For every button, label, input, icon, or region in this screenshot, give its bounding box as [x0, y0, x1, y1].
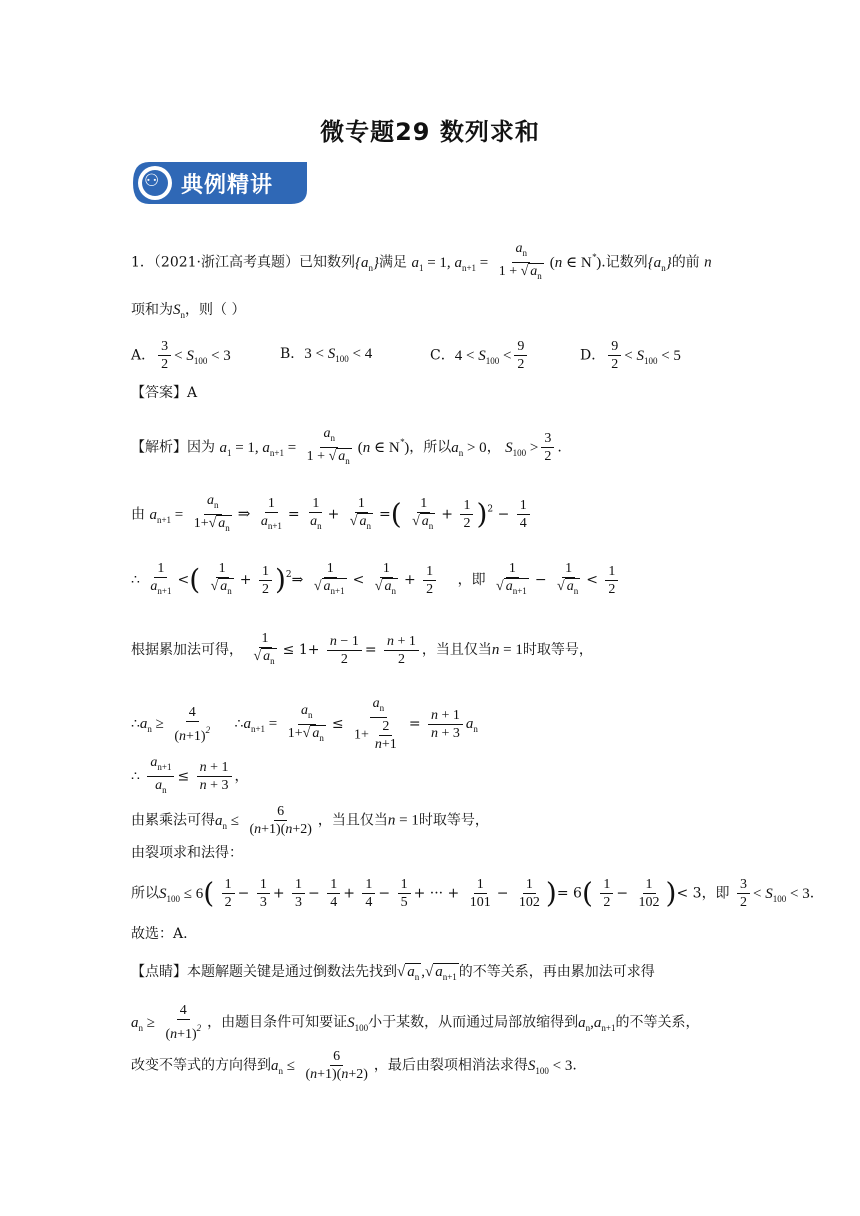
dianjing-label: 【点睛】	[131, 964, 187, 980]
analysis-line2: 由 $a_{n+1}$ = $\frac{a_n}{1+√ a_n}$ ⇒ $\frac{1}{a_{n+1}}$ = $\frac{1}{a_n}$ + $\frac{1}{√ a_n}$ =( $\frac{1}{√ a_n}$ + $\frac{1}{2}$ )$^2$ − $\frac{1}{4}$	[131, 492, 533, 537]
option-d: D． $\frac{9}{2}$ < $S_{100} < 5$	[580, 339, 681, 372]
analysis-line3: ∴ $\frac{1}{a_{n+1}}$ <( $\frac{1}{√ a_n}$ + $\frac{1}{2}$ )$^2$⇒ $\frac{1}{√ a_{n+1}}$ < $\frac{1}{√ a_n}$ + $\frac{1}{2}$ ，即 $\frac{1}{√ a_{n+1}}$ − $\frac{1}{√ a_n}$ < $\frac{1}{2}$	[131, 560, 621, 600]
analysis-line9: 所以$S_{100} \le 6$( $\frac{1}{2}$ − $\frac{1}{3}$ + $\frac{1}{3}$ − $\frac{1}{4}$ + $\frac{1}{4}$ − $\frac{1}{5}$ + ··· + $\frac{1}{101}$ − $\frac{1}{102}$ )= 6( $\frac{1}{2}$ − $\frac{1}{102}$ )< 3，即 $\frac{3}{2}$ < $S_{100} < 3$.	[131, 876, 815, 910]
option-b: B．$3 < S_{100} < 4$	[280, 346, 373, 364]
question-1-line2: 项和为$S_n$，则（ ）	[131, 302, 246, 320]
dianjing-line2: $a_n$ ≥ $\frac{4}{(n+1)^2}$ ，由题目条件可知要证$S_{100}$小于某数，从而通过局部放缩得到$a_n,a_{n+1}$的不等关系，	[131, 1003, 700, 1042]
section-banner	[131, 160, 307, 206]
question-number: 1．	[131, 254, 154, 271]
analysis-line1: 【解析】因为 $a_1 = 1$, $a_{n+1}$ = $\frac{a_n}{1 + √ a_n}$ (n ∈ N*)，所以$a_n > 0$， $S_{100}$ > $\frac{3}{2}$ .	[131, 426, 562, 466]
analysis-line5: $\therefore a_n$ ≥ $\frac{4}{(n+1)^2}$ $\therefore a_{n+1}$ = $\frac{a_n}{1+√ a_n}$ ≤ $a_n$ 1+ $\frac{2}{n+1}$ = $\frac{n + 1}{n + 3}$ $a_n$	[131, 696, 478, 752]
option-c: C．$4 < S_{100}$ < $\frac{9}{2}$	[430, 338, 530, 373]
question-source: （2021·浙江高考真题）	[153, 254, 300, 271]
analysis-conclusion: 故选：A.	[131, 926, 188, 942]
option-a: A． $\frac{3}{2}$ < $S_{100} < 3$	[131, 339, 231, 372]
dianjing-line1: 【点睛】本题解题关键是通过倒数法先找到√ $a_n$ ,√ $a_{n+1}$ 的不等关系，再由累加法可求得	[131, 964, 655, 982]
analysis-line7: 由累乘法可得$a_n$ ≤ $\frac{6}{(n+1)(n+2)}$ ，当且仅当n = 1时取等号，	[131, 804, 489, 837]
question-1-line1: 1．（2021·浙江高考真题）已知数列$\{a_n\}$满足 $a_1 = 1$, $a_{n+1}$ = $\frac{a_n}{1 + √ a_n}$ (n ∈ N*).记数列$\{a_n\}$的前 n	[131, 241, 712, 281]
analysis-label: 【解析】	[131, 439, 187, 456]
answer: 【答案】A	[131, 385, 198, 401]
page-title: 微专题29 数列求和	[320, 118, 540, 146]
people-icon: ⚇	[144, 171, 160, 191]
analysis-line6: ∴ $\frac{a_{n+1}}{a_n}$ ≤ $\frac{n + 1}{n + 3}$ ，	[131, 755, 249, 795]
analysis-line8: 由裂项求和法得：	[131, 845, 243, 861]
banner-label: 典例精讲	[181, 173, 274, 198]
dianjing-line3: 改变不等式的方向得到$a_n$ ≤ $\frac{6}{(n+1)(n+2)}$ ，最后由裂项相消法求得$S_{100} < 3$.	[131, 1049, 577, 1082]
analysis-line4: 根据累加法可得， $\frac{1}{√ a_n}$ ≤ 1+ $\frac{n - 1}{2}$ = $\frac{n + 1}{2}$ ，当且仅当n = 1时取等号，	[131, 631, 593, 667]
